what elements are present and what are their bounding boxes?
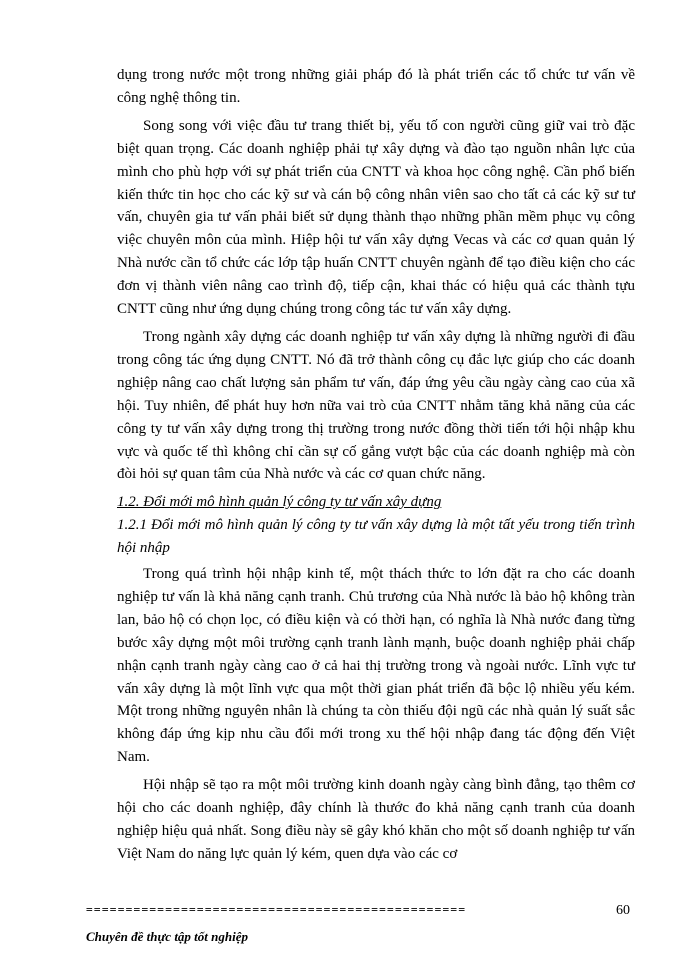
paragraph-4: Trong quá trình hội nhập kinh tế, một thách thức to lớn đặt ra cho các doanh nghiệp tư vấn là khả năng cạnh tranh. Chủ trương của Nhà nước là bảo hộ không tràn lan, bảo hộ có chọn lọc, có điều kiện và có thời hạn, có nghĩa là Nhà nước đang từng bước xây dựng một môi trường cạnh tranh lành mạnh, buộc doanh nghiệp phải chấp nhận cạnh tranh ngày càng cao ở cả hai thị trường trong và ngoài nước. Lĩnh vực tư vấn xây dựng là một lĩnh vực qua một thời gian phát triển đã bộc lộ nhiều yếu kém. Một trong những nguyên nhân là chúng ta còn thiếu đội ngũ các nhà quản lý suất sắc không đáp ứng kịp nhu cầu đổi mới trong xu thế hội nhập đang tác động đến Việt Nam. xyxy=(117,566,635,766)
paragraph-3: Trong ngành xây dựng các doanh nghiệp tư vấn xây dựng là những người đi đầu trong công tác ứng dụng CNTT. Nó đã trở thành công cụ đắc lực giúp cho các doanh nghiệp nâng cao chất lượng sản phẩm tư vấn, đáp ứng yêu cầu ngày càng cao của xã hội. Tuy nhiên, để phát huy hơn nữa vai trò của CNTT nhằm tăng khả năng của các công ty tư vấn xây dựng trong thị trường trong nước đồng thời tiến tới hội nhập khu vực và quốc tế thì không chỉ cần sự cố gắng vượt bậc của các doanh nghiệp mà còn đòi hỏi sự quan tâm của Nhà nước và các cơ quan chức năng. xyxy=(117,328,635,483)
body-text xyxy=(117,64,635,871)
paragraph-2: Song song với việc đầu tư trang thiết bị, yếu tố con người cũng giữ vai trò đặc biệt quan trọng. Các doanh nghiệp phải tự xây dựng và đào tạo nguồn nhân lực của mình cho phù hợp với sự phát triển của CNTT và khoa học công nghệ. Cần phổ biến kiến thức tin học cho các kỹ sư và cán bộ công nhân viên sao cho tất cả các kỹ sư tư vấn, chuyên gia tư vấn phải biết sử dụng thành thạo những phần mềm phục vụ công việc chuyên môn của mình. Hiệp hội tư vấn xây dựng Vecas và các cơ quan quản lý Nhà nước cần tổ chức các lớp tập huấn CNTT chuyên ngành để tạo điều kiện cho các đơn vị thành viên nâng cao trình độ, tiếp cận, khai thác có hiệu quả các thành tựu CNTT cũng như ứng dụng chúng trong công tác tư vấn xây dựng. xyxy=(117,117,635,318)
footer-rule: ================================================ xyxy=(86,903,467,916)
footer-title: Chuyên đề thực tập tốt nghiệp xyxy=(86,929,248,944)
paragraph-5: Hội nhập sẽ tạo ra một môi trường kinh doanh ngày càng bình đẳng, tạo thêm cơ hội cho các doanh nghiệp, đây chính là thước đo khả năng cạnh tranh của doanh nghiệp hiệu quả nhất. Song điều này sẽ gây khó khăn cho một số doanh nghiệp tư vấn Việt Nam do năng lực quản lý kém, quen dựa vào các cơ xyxy=(117,777,635,862)
paragraph-1: dụng trong nước một trong những giải pháp đó là phát triển các tổ chức tư vấn về công nghệ thông tin. xyxy=(117,67,635,106)
page-number: 60 xyxy=(616,903,630,918)
subsection-heading: 1.2.1 Đổi mới mô hình quản lý công ty tư vấn xây dựng là một tất yếu trong tiến trình hội nhập xyxy=(117,517,635,557)
section-heading: 1.2. Đổi mới mô hình quản lý công ty tư vấn xây dựng xyxy=(117,494,442,511)
